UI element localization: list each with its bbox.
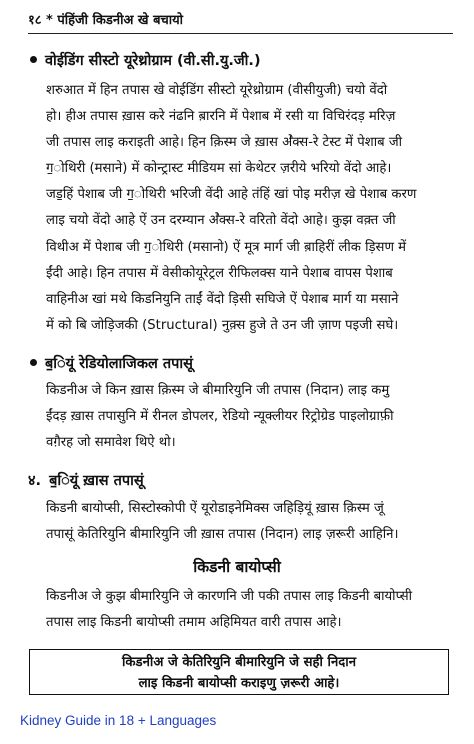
text-line: तपास लाइ किडनी बायोप्सी तमाम अहिमियत वारी तपास आहे।	[46, 615, 342, 631]
text-line: में को बि जोड़िजकी (Structural) नुक़्स हुजे ते उन जी ज़ाण पइजी सघे।	[46, 317, 399, 333]
header-divider	[28, 33, 453, 34]
biopsy-paragraph	[46, 584, 451, 636]
page-header: १८ * पंहिंजी किडनीअ खे बचायो	[28, 13, 184, 28]
radiology-heading	[30, 353, 193, 373]
text-line: किडनीअ जे किन ख़ास क़िस्म जे बीमारियुनि जी तपास (निदान) लाइ कमु	[46, 383, 390, 398]
bullet-icon	[30, 359, 37, 366]
text-line: जड॒हिं पेशाब जी ग॒ोथिरी भरिजी वेंदी आहे तंहिं खां पोइ मरीज़ खे पेशाब करण	[46, 187, 417, 203]
text-line: शरुआत में हिन तपास खे वोईडिंग सीस्टो यूरेथ्रोग्राम (वीसीयुजी) चयो वेंदो	[46, 83, 388, 98]
vcug-heading-text: वोईडिंग सीस्टो यूरेथ्रोग्राम (वी.सी.यु.जी.)	[45, 53, 261, 69]
vcug-heading	[30, 50, 261, 70]
footer-label: Kidney Guide in 18 + Languages	[20, 713, 217, 728]
special-tests-heading	[28, 470, 144, 490]
text-line: किडनीअ जे कुझ बीमारियुनि जे कारणनि जी पकी तपास लाइ किडनी बायोप्सी	[46, 589, 413, 604]
special-tests-heading-text: ब॒ियूं ख़ास तपासूं	[49, 473, 144, 489]
text-line: किडनी बायोप्सी, सिस्टोस्कोपी ऐं यूरोडाइनेमिक्स जहिड़ियूं ख़ास क़िस्म जूं	[46, 501, 384, 516]
biopsy-title: किडनी बायोप्सी	[193, 558, 281, 576]
bullet-icon	[30, 56, 37, 63]
text-line: तपासूं केतिरियुनि बीमारियुनि जी ख़ास तपास (निदान) लाइ ज़रूरी आहिनि।	[46, 527, 399, 543]
note-box	[29, 649, 449, 695]
text-line: विथीअ में पेशाब जी ग॒ोथिरी (मसानो) ऐं मूत्र मार्ग जी ब़ाहिरीं लीक ड़िसण में	[46, 239, 407, 255]
text-line: ईंदी आहे। हिन तपास में वेसीकोयूरेट्रल रीफिलक्स याने पेशाब वापस पेशाब	[46, 265, 393, 281]
text-line: ग॒ोथिरी (मसाने) में कोन्ट्रास्ट मीडियम सां केथेटर ज़रीये भरियो वेंदो आहे।	[46, 161, 392, 177]
radiology-paragraph	[46, 378, 451, 456]
text-line: लाइ चयो वेंदो आहे ऐं उन दरम्यान ॳेक्स-रे वरितो वेंदो आहे। कुझ वक़्त जी	[46, 213, 396, 229]
text-line: ईंदड़ ख़ास तपासुनि में रीनल डोपलर, रेडियो न्यूक्लीयर रिट्रोग्रेड पाइलोग्राफ़ी	[46, 409, 394, 425]
text-line: हो। हीअ तपास ख़ास करे नंढनि ब़ारनि में पेशाब में रसी या विचिरंदड़ मरिज़	[46, 109, 396, 125]
text-line: जी तपास लाइ कराइती आहे। हिन क़िस्म जे ख़ास ॳेक्स-रे टेस्ट में पेशाब जी	[46, 135, 403, 151]
text-line: वाहिनीअ खां मथे किडनियुनि ताईं वेंदो ड़िसी सघिजे ऐं पेशाब मार्ग या मसाने	[46, 291, 399, 307]
radiology-heading-text: ब॒ियूं रेडियोलाजिकल तपासूं	[45, 356, 193, 372]
section-number: ४.	[28, 473, 42, 489]
vcug-paragraph	[46, 78, 451, 339]
note-line: लाइ किडनी बायोप्सी कराइणु ज़रूरी आहे।	[138, 676, 340, 691]
text-line: वग़ैरह जो समावेश थिऐ थो।	[46, 435, 176, 451]
special-tests-paragraph	[46, 496, 451, 548]
note-line: किडनीअ जे केतिरियुनि बीमारियुनि जे सही निदान	[121, 655, 357, 670]
